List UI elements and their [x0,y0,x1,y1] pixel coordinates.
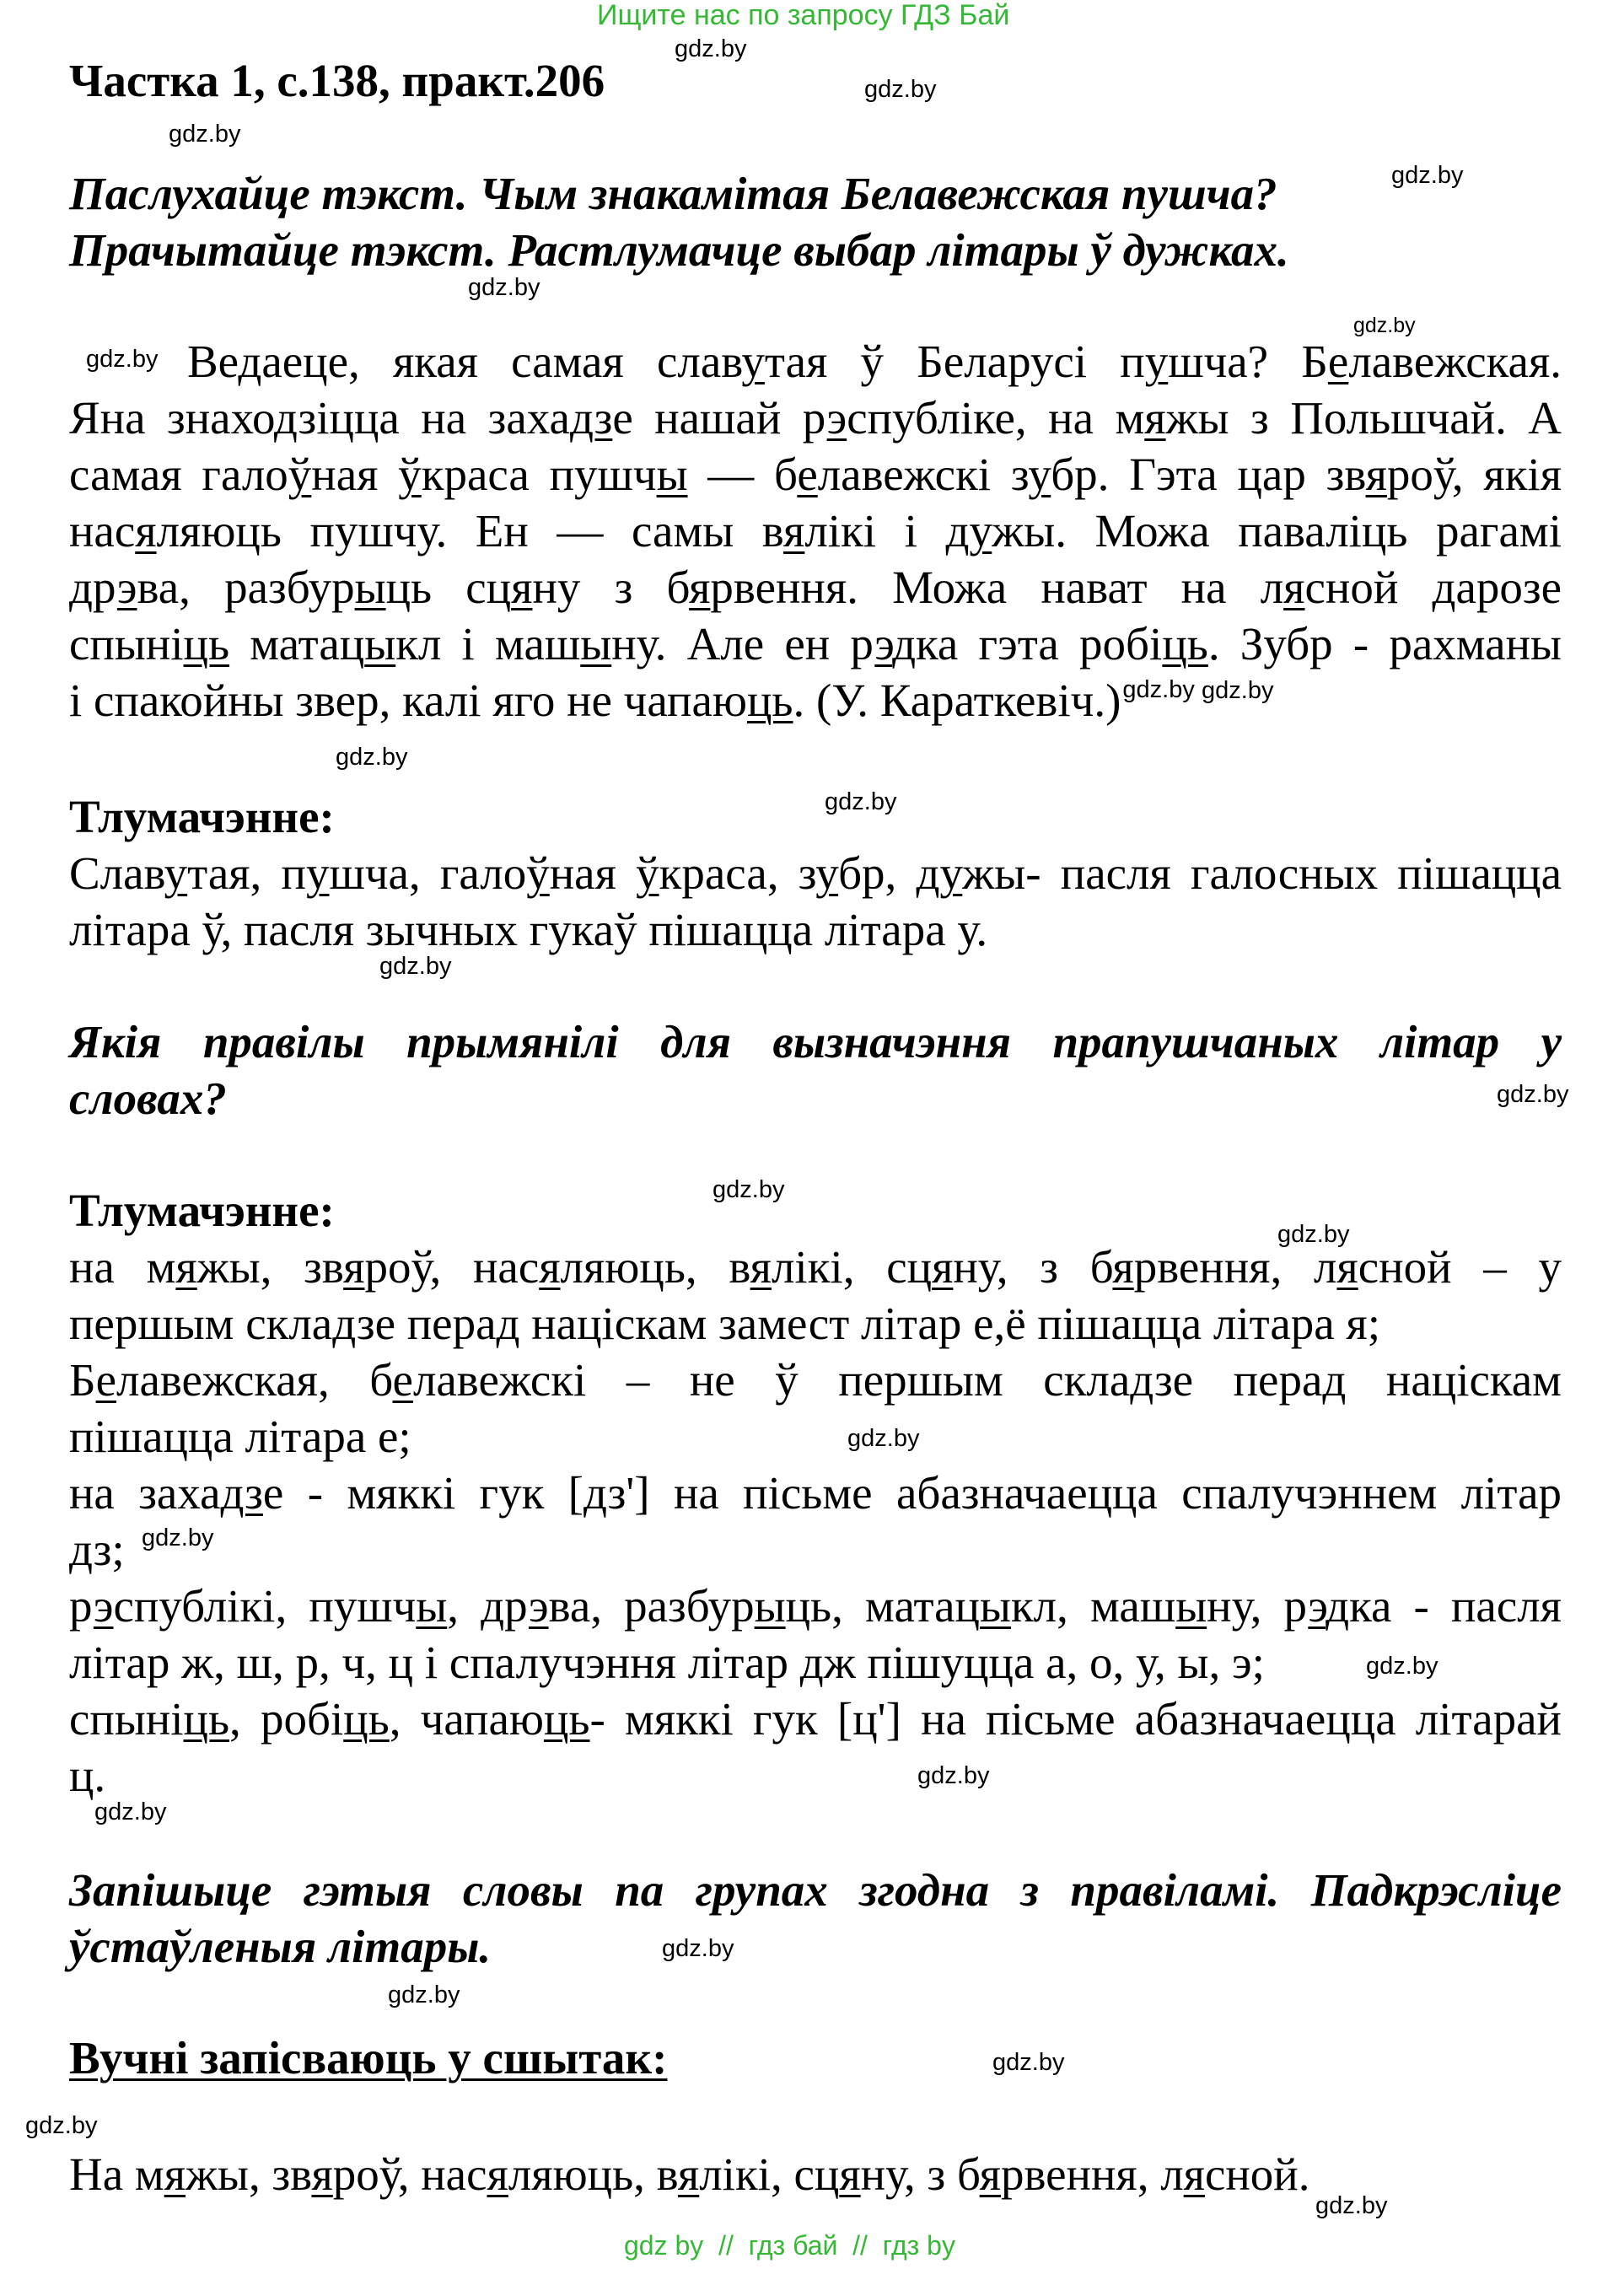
watermark: gdz.by [1497,1081,1569,1108]
text-line-2: Яна знаходзіцца на захадзе нашай рэспубліке, на мяжы з Польшчай. А [69,392,1562,444]
text-line-3: самая галоўная ўкраса пушчы — белавежскі зубр. Гэта цар звяроў, якія [69,449,1562,500]
watermark: gdz.by [86,346,159,373]
top-banner[interactable]: Ищите нас по запросу ГДЗ Бай [597,0,1010,31]
final-line: На мяжы, звяроў, насяляюць, вялікі, сцяну, з бярвення, лясной. [69,2148,1310,2200]
explanation-2 [69,1182,1562,1804]
watermark: gdz.by [1391,162,1464,189]
watermark: gdz.by [1277,1221,1350,1248]
watermark: gdz.by [379,953,452,980]
explanation-2-line-7: рэспублікі, пушчы, дрэва, разбурыць, матацыкл, машыну, рэдка - пасля [69,1580,1562,1632]
watermark: gdz.by [169,121,241,148]
watermark: gdz.by [468,274,540,301]
watermark: gdz.by [1353,314,1416,337]
text-line-4: насяляюць пушчу. Ен — самы вялікі і дужы. Можа паваліць рагамі [69,505,1562,556]
watermark: gdz.by [25,2112,98,2139]
watermark: gdz.by [825,788,897,815]
explanation-2-line-6: дз; [69,1524,125,1575]
explanation-2-line-4: пішацца літара е; [69,1411,411,1462]
task-2-line-1: Якія правілы прымянілі для вызначэння прапушчаных літар у [69,1016,1562,1067]
task-3-line-1: Запішыце гэтыя словы па групах згодна з правіламі. Падкрэсліце [69,1864,1562,1916]
watermark: gdz.by [713,1176,785,1203]
watermark: gdz.by [142,1524,214,1551]
task-2-line-2: словах? [69,1073,227,1124]
explanation-2-line-1: на мяжы, звяроў, насяляюць, вялікі, сцяну, з бярвення, лясной – у [69,1241,1562,1293]
text-line-7: і спакойны звер, калі яго не чапаюць. (У. Караткевіч.)$^{gdz.by}$ [69,675,1195,726]
explanation-2-line-5: на захадзе - мяккі гук [дз'] на пісьме абазначаецца спалучэннем літар [69,1467,1562,1519]
explanation-2-line-3: Белавежская, белавежскі – не ў першым складзе перад націскам [69,1354,1562,1406]
explanation-2-line-8: літар ж, ш, р, ч, ц і спалучэння літар дж пішуцца а, о, у, ы, э; [69,1637,1265,1688]
watermark: gdz.by [992,2049,1065,2076]
watermark: gdz.by [388,1981,460,2008]
notebook-heading: Вучні запісваюць у сшытак: [69,2032,668,2084]
watermark: gdz.by [675,35,747,62]
watermark: gdz.by [662,1935,734,1962]
task-3 [69,1862,1562,1975]
task-3-line-2: ўстаўленыя літары. [69,1921,492,1972]
watermark: gdz.by [1202,677,1274,704]
explanation-2-line-9: спыніць, робіць, чапаюць- мяккі гук [ц'] на пісьме абазначаецца літарай [69,1693,1562,1745]
watermark: gdz.by [1366,1653,1438,1680]
main-text [69,333,1562,729]
explanation-2-heading: Тлумачэнне: [69,1185,335,1236]
explanation-1-line-1: Славутая, пушча, галоўная ўкраса, зубр, дужы- пасля галосных пішацца [69,847,1562,899]
watermark: gdz.by [847,1425,920,1452]
watermark: gdz.by [336,744,408,771]
text-line-5: дрэва, разбурыць сцяну з бярвення. Можа нават на лясной дарозе [69,562,1562,613]
watermark: gdz.by [864,76,937,103]
explanation-2-line-2: першым складзе перад націскам замест літар е,ё пішацца літара я; [69,1298,1380,1349]
watermark: gdz.by [1315,2192,1388,2219]
watermark: gdz.by [94,1799,167,1825]
explanation-1-heading: Тлумачэнне: [69,791,335,842]
task-2 [69,1014,1562,1126]
explanation-1-line-2: літара ў, пасля зычных гукаў пішацца літара у. [69,904,988,955]
text-line-6: спыніць матацыкл і машыну. Але ен рэдка гэта робіць. Зубр - рахманы [69,618,1562,669]
text-line-1: Ведаеце, якая самая славутая ў Беларусі пушча? Белавежская. [187,336,1562,387]
watermark: gdz.by [917,1762,990,1789]
bottom-banner[interactable]: gdz by // гдз бай // гдз by [624,2230,955,2261]
task-1-line-1: Паслухайце тэкст. Чым знакамітая Белавежская пушча? [69,168,1277,219]
explanation-2-line-10: ц. [69,1750,106,1801]
task-1 [69,165,1562,278]
explanation-1 [69,788,1562,958]
page-title: Частка 1, с.138, практ.206 [69,55,605,106]
task-1-line-2: Прачытайце тэкст. Растлумачце выбар літары ў дужках. [69,224,1289,276]
